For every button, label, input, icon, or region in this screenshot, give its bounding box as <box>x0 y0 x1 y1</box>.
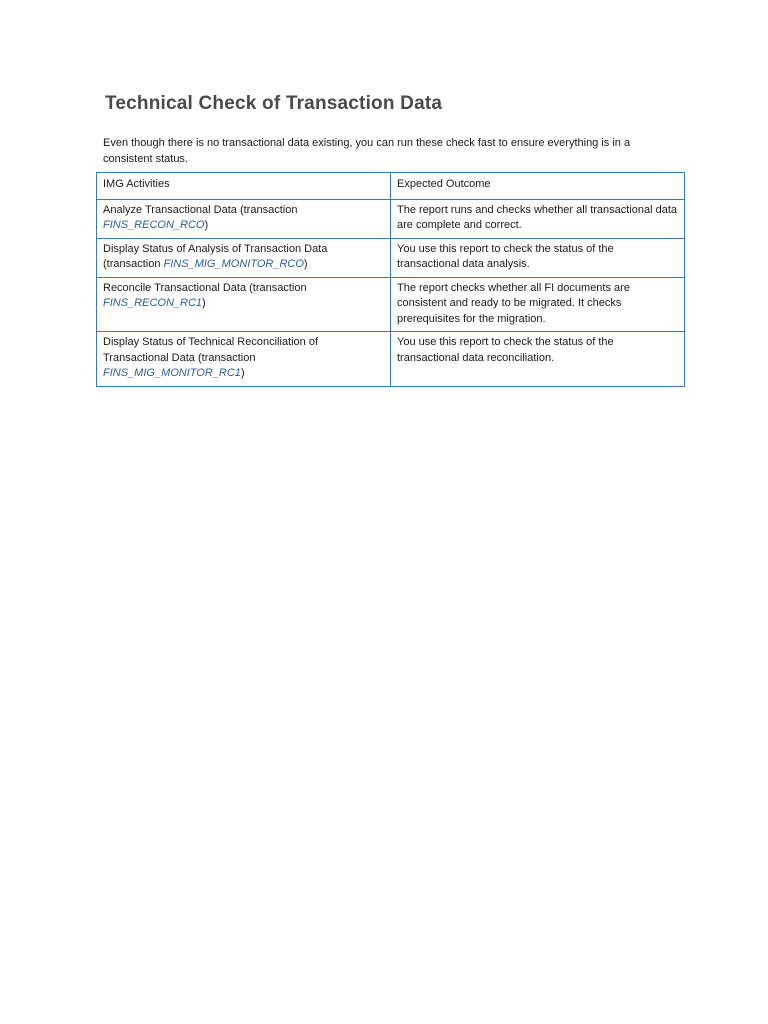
table-row <box>97 199 685 238</box>
transaction-code: FINS_RECON_RC1 <box>103 297 203 309</box>
activity-cell <box>97 199 391 238</box>
activity-suffix: ) <box>240 367 245 379</box>
transaction-code: FINS_MIG_MONITOR_RCO <box>163 258 304 270</box>
transaction-code: FINS_MIG_MONITOR_RC1 <box>103 367 241 379</box>
activity-suffix: ) <box>202 297 206 309</box>
transaction-code: FINS_RECON_RCO <box>103 219 205 231</box>
activities-table <box>96 172 685 387</box>
activity-suffix: ) <box>204 219 209 231</box>
activity-text: Analyze Transactional Data (transaction <box>103 203 298 216</box>
header-expected-outcome: Expected Outcome <box>391 173 685 200</box>
activity-suffix: ) <box>303 258 308 270</box>
table-row <box>97 332 685 387</box>
activity-text: Reconcile Transactional Data (transaction <box>103 281 307 294</box>
activity-cell <box>97 277 391 332</box>
activity-text: Display Status of Technical Reconciliation of Transactional Data (transaction <box>103 336 319 364</box>
activity-text: Display Status of Analysis of Transaction Data (transaction <box>103 242 328 270</box>
table-row <box>97 238 685 277</box>
activity-cell <box>97 332 391 387</box>
outcome-cell: You use this report to check the status of the transactional data analysis. <box>391 238 685 277</box>
activity-cell <box>97 238 391 277</box>
table-header-row <box>97 173 685 200</box>
header-img-activities: IMG Activities <box>97 173 391 200</box>
intro-paragraph: Even though there is no transactional data existing, you can run these check fast to ensure everything is in a consistent status. <box>103 137 631 165</box>
page-title: Technical Check of Transaction Data <box>105 93 443 114</box>
outcome-cell: The report runs and checks whether all transactional data are complete and correct. <box>391 199 685 238</box>
table-row <box>97 277 685 332</box>
outcome-cell: The report checks whether all FI documents are consistent and ready to be migrated. It checks prerequisites for the migration. <box>391 277 685 332</box>
outcome-cell: You use this report to check the status of the transactional data reconciliation. <box>391 332 685 387</box>
